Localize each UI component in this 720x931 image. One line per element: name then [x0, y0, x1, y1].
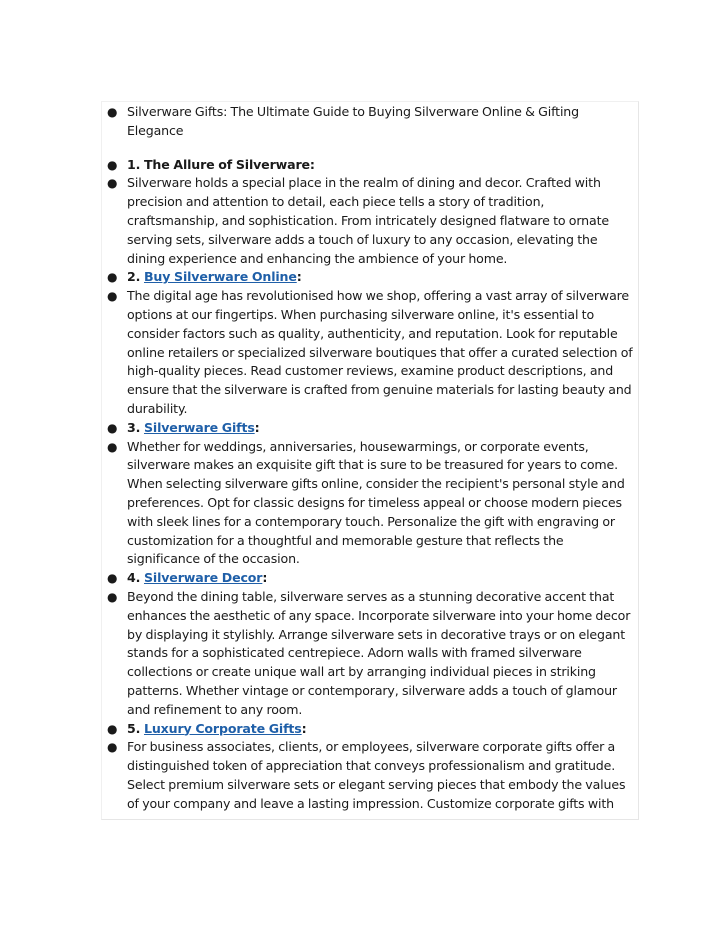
bullet-icon: ●: [107, 289, 118, 304]
section-body-text: For business associates, clients, or employees, silverware corporate gifts offer a distinguished token of appreciation that conveys professionalism and gratitude. Select premium silverware sets or elegant serving pieces that embody the values of your company and leave a lasting impression. Customize corporate gifts with: [127, 739, 626, 811]
section-body-3: [102, 438, 638, 570]
section-number: 3.: [127, 419, 144, 435]
section-heading-suffix: :: [301, 720, 307, 736]
section-body-text: Silverware holds a special place in the realm of dining and decor. Crafted with precision and attention to detail, each piece tells a story of tradition, craftsmanship, and sophistication. From intricately designed flatware to ornate serving sets, silverware adds a touch of luxury to any occasion, elevating the dining experience and enhancing the ambience of your home.: [127, 175, 609, 266]
list-item-title: [102, 103, 638, 141]
section-body-text: Whether for weddings, anniversaries, housewarmings, or corporate events, silverware makes an exquisite gift that is sure to be treasured for years to come. When selecting silverware gifts online, consider the recipient's personal style and preferences. Opt for classic designs for timeless appeal or choose modern pieces with sleek lines for a contemporary touch. Personalize the gift with engraving or customization for a thoughtful and memorable gesture that reflects the significance of the occasion.: [127, 438, 625, 567]
section-body-text: Beyond the dining table, silverware serves as a stunning decorative accent that enhances the aesthetic of any space. Incorporate silverware into your home decor by displaying it stylishly. Arrange silverware sets in decorative trays or on elegant stands for a sophisticated centrepiece. Adorn walls with framed silverware collections or create unique wall art by arranging individual pieces in striking patterns. Whether vintage or contemporary, silverware adds a touch of glamour and refinement to any room.: [127, 588, 631, 717]
section-heading-5: [102, 720, 638, 739]
bullet-icon: ●: [107, 270, 118, 285]
spacer: [102, 141, 638, 156]
section-number: 2.: [127, 269, 144, 285]
bullet-icon: ●: [107, 571, 118, 586]
luxury-corporate-gifts-link[interactable]: Luxury Corporate Gifts: [143, 720, 302, 736]
section-heading-suffix: :: [254, 419, 260, 435]
bullet-icon: ●: [107, 105, 118, 119]
section-heading-suffix: :: [296, 269, 302, 285]
bullet-icon: ●: [107, 721, 118, 736]
section-number: 1.: [127, 156, 144, 172]
section-heading-suffix: :: [262, 570, 268, 586]
bullet-icon: ●: [107, 157, 118, 172]
section-body-5: [102, 738, 638, 813]
section-body-text: The digital age has revolutionised how we shop, offering a vast array of silverware options at our fingertips. When purchasing silverware online, it's essential to consider factors such as quality, authenticity, and reputation. Look for reputable online retailers or specialized silverware boutiques that offer a curated selection of high-quality pieces. Read customer reviews, examine product descriptions, and ensure that the silverware is crafted from genuine materials for lasting beauty and durability.: [127, 288, 633, 416]
section-heading-2: [102, 268, 638, 287]
silverware-decor-link[interactable]: Silverware Decor: [143, 570, 263, 586]
section-heading-4: [102, 569, 638, 588]
bullet-icon: ●: [107, 589, 118, 604]
section-heading-1: [102, 156, 638, 175]
section-heading-3: [102, 419, 638, 438]
section-body-2: [102, 287, 638, 419]
bullet-icon: ●: [107, 420, 118, 435]
section-body-4: [102, 588, 638, 720]
buy-silverware-online-link[interactable]: Buy Silverware Online: [143, 269, 297, 285]
section-heading-text: The Allure of Silverware:: [143, 156, 315, 172]
section-number: 5.: [127, 720, 144, 736]
bullet-icon: ●: [107, 439, 118, 454]
section-number: 4.: [127, 570, 144, 586]
document-title: Silverware Gifts: The Ultimate Guide to Buying Silverware Online & Gifting Elegance: [127, 104, 579, 138]
section-body-1: [102, 174, 638, 268]
bullet-icon: ●: [107, 176, 118, 191]
document-bullet-list: [102, 102, 638, 813]
silverware-gifts-link[interactable]: Silverware Gifts: [143, 419, 255, 435]
bullet-icon: ●: [107, 740, 118, 755]
document-page: [101, 101, 639, 820]
